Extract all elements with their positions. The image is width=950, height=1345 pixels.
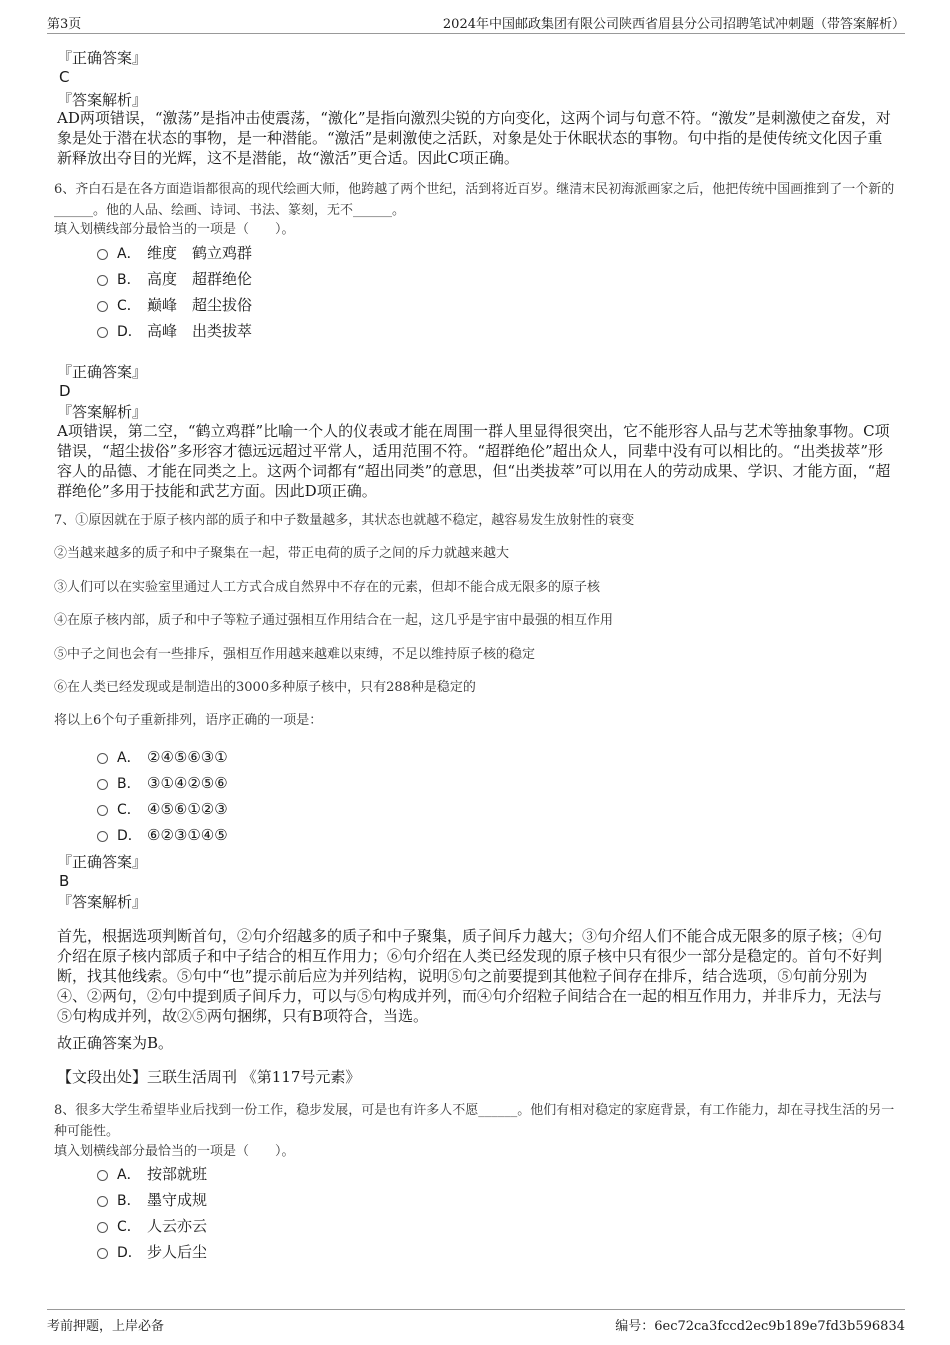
q8-option-b[interactable]: [97, 1190, 207, 1211]
option-letter: B．: [117, 776, 141, 792]
option-letter: D．: [117, 1245, 142, 1261]
page-number: 第3页: [47, 17, 82, 32]
q7-answer-label: 『正确答案』: [57, 853, 148, 871]
q7-prompt: 将以上6个句子重新排列，语序正确的一项是：: [54, 713, 323, 728]
q5-analysis: AD两项错误，“激荡”是指冲击使震荡，“激化”是指向激烈尖锐的方向变化，这两个词与句意不符。“激发”是刺激使之奋发，对象是处于潜在状态的事物，是一种潜能。“激活”是刺激使之活跃，对象是处于休眠状态的事物。句中指的是使传统文化因子重新释放出夺目的光辉，这不是潜能，故“激活”更合适。因此C项正确。: [57, 109, 891, 167]
q7-option-b[interactable]: [97, 773, 228, 794]
page-header: [47, 13, 905, 34]
option-text: ⑥②③①④⑤: [147, 826, 228, 844]
option-text: 高峰 出类拔萃: [147, 322, 253, 340]
q7-option-c[interactable]: [97, 799, 228, 820]
q8-option-c[interactable]: [97, 1216, 207, 1237]
q7-option-d[interactable]: [97, 825, 228, 846]
q5-analysis-label: 『答案解析』: [57, 91, 148, 109]
option-text: 维度 鹤立鸡群: [147, 244, 253, 262]
q7-answer: B: [59, 872, 70, 890]
q7-sentence-4: ④在原子核内部，质子和中子等粒子通过强相互作用结合在一起，这几乎是宇宙中最强的相互作用: [54, 613, 614, 628]
q8-stem: 8、很多大学生希望毕业后找到一份工作，稳步发展，可是也有许多人不愿______。他们有相对稳定的家庭背景，有工作能力，却在寻找生活的另一种可能性。: [54, 1103, 895, 1139]
radio-icon[interactable]: [97, 805, 108, 816]
q6-option-a[interactable]: [97, 243, 252, 264]
q7-sentence-6: ⑥在人类已经发现或是制造出的3000多种原子核中，只有288种是稳定的: [54, 680, 476, 695]
option-letter: C．: [117, 802, 141, 818]
option-letter: A．: [117, 1167, 141, 1183]
q6-answer-label: 『正确答案』: [57, 363, 148, 381]
option-letter: A．: [117, 246, 141, 262]
q7-analysis-label: 『答案解析』: [57, 893, 148, 911]
radio-icon[interactable]: [97, 1196, 108, 1207]
q6-option-c[interactable]: [97, 295, 252, 316]
option-letter: B．: [117, 1193, 141, 1209]
radio-icon[interactable]: [97, 779, 108, 790]
radio-icon[interactable]: [97, 1248, 108, 1259]
q6-option-d[interactable]: [97, 321, 252, 342]
option-text: 巅峰 超尘拔俗: [147, 296, 253, 314]
q7-source: 【文段出处】三联生活周刊 《第117号元素》: [57, 1068, 361, 1086]
option-text: ②④⑤⑥③①: [147, 748, 228, 766]
radio-icon[interactable]: [97, 301, 108, 312]
radio-icon[interactable]: [97, 275, 108, 286]
q7-sentence-1: 7、①原因就在于原子核内部的质子和中子数量越多，其状态也就越不稳定，越容易发生放射性的衰变: [54, 513, 635, 528]
q8-option-d[interactable]: [97, 1242, 207, 1263]
option-text: 步人后尘: [147, 1243, 208, 1261]
q7-analysis: 首先，根据选项判断首句，②句介绍越多的质子和中子聚集，质子间斥力越大；③句介绍人们不能合成无限多的原子核；④句介绍在原子核内部质子和中子结合的相互作用力；⑥句介绍在人类已经发现的原子核中只有很少一部分是稳定的。首句不好判断，找其他线索。⑤句中“也”提示前后应为并列结构，说明⑤句之前要提到其他粒子间存在排斥，结合选项，⑤句前分别为④、②两句，②句中提到质子间斥力，可以与⑤句构成并列，而④句介绍粒子间结合在一起的相互作用力，并非斥力，无法与⑤句构成并列，故②⑤两句捆绑，只有B项符合，当选。: [57, 927, 883, 1025]
q6-analysis: A项错误，第二空，“鹤立鸡群”比喻一个人的仪表或才能在周围一群人里显得很突出，它不能形容人品与艺术等抽象事物。C项错误，“超尘拔俗”多形容才德远远超过平常人，适用范围不符。“超群绝伦”超出众人，同辈中没有可以相比的。“出类拔萃”形容人的品德、才能在同类之上。这两个词都有“超出同类”的意思，但“出类拔萃”可以用在人的劳动成果、学识、才能方面，“超群绝伦”多用于技能和武艺方面。因此D项正确。: [57, 422, 891, 500]
footer-slogan: 考前押题，上岸必备: [47, 1319, 165, 1334]
q8-option-a[interactable]: [97, 1164, 207, 1185]
q6-prompt: 填入划横线部分最恰当的一项是（ ）。: [54, 222, 295, 237]
radio-icon[interactable]: [97, 831, 108, 842]
q7-conclusion: 故正确答案为B。: [57, 1034, 174, 1052]
document-title: 2024年中国邮政集团有限公司陕西省眉县分公司招聘笔试冲刺题（带答案解析）: [442, 17, 905, 32]
radio-icon[interactable]: [97, 1222, 108, 1233]
q7-sentence-5: ⑤中子之间也会有一些排斥，强相互作用越来越难以束缚，不足以维持原子核的稳定: [54, 647, 536, 662]
option-letter: C．: [117, 1219, 141, 1235]
q6-option-b[interactable]: [97, 269, 252, 290]
option-text: 人云亦云: [147, 1217, 208, 1235]
radio-icon[interactable]: [97, 249, 108, 260]
q5-answer-label: 『正确答案』: [57, 49, 148, 67]
q8-prompt: 填入划横线部分最恰当的一项是（ ）。: [54, 1144, 295, 1159]
radio-icon[interactable]: [97, 1170, 108, 1181]
option-letter: C．: [117, 298, 141, 314]
q5-answer: C: [59, 68, 70, 86]
option-letter: D．: [117, 324, 142, 340]
document-id: 编号：6ec72ca3fccd2ec9b189e7fd3b596834: [615, 1319, 905, 1334]
q6-stem: 6、齐白石是在各方面造诣都很高的现代绘画大师，他跨越了两个世纪，活到将近百岁。继清末民初海派画家之后，他把传统中国画推到了一个新的______。他的人品、绘画、诗词、书法、篆刻，无不______。: [54, 182, 895, 218]
option-text: ③①④②⑤⑥: [147, 774, 228, 792]
q7-sentence-3: ③人们可以在实验室里通过人工方式合成自然界中不存在的元素，但却不能合成无限多的原子核: [54, 580, 601, 595]
option-text: 高度 超群绝伦: [147, 270, 253, 288]
option-letter: B．: [117, 272, 141, 288]
option-text: ④⑤⑥①②③: [147, 800, 228, 818]
radio-icon[interactable]: [97, 327, 108, 338]
q7-sentence-2: ②当越来越多的质子和中子聚集在一起，带正电荷的质子之间的斥力就越来越大: [54, 546, 510, 561]
option-letter: D．: [117, 828, 142, 844]
option-text: 墨守成规: [147, 1191, 208, 1209]
q6-analysis-label: 『答案解析』: [57, 403, 148, 421]
page-footer: [47, 1309, 905, 1336]
option-text: 按部就班: [147, 1165, 208, 1183]
radio-icon[interactable]: [97, 753, 108, 764]
option-letter: A．: [117, 750, 141, 766]
q6-answer: D: [59, 382, 71, 400]
q7-option-a[interactable]: [97, 747, 228, 768]
